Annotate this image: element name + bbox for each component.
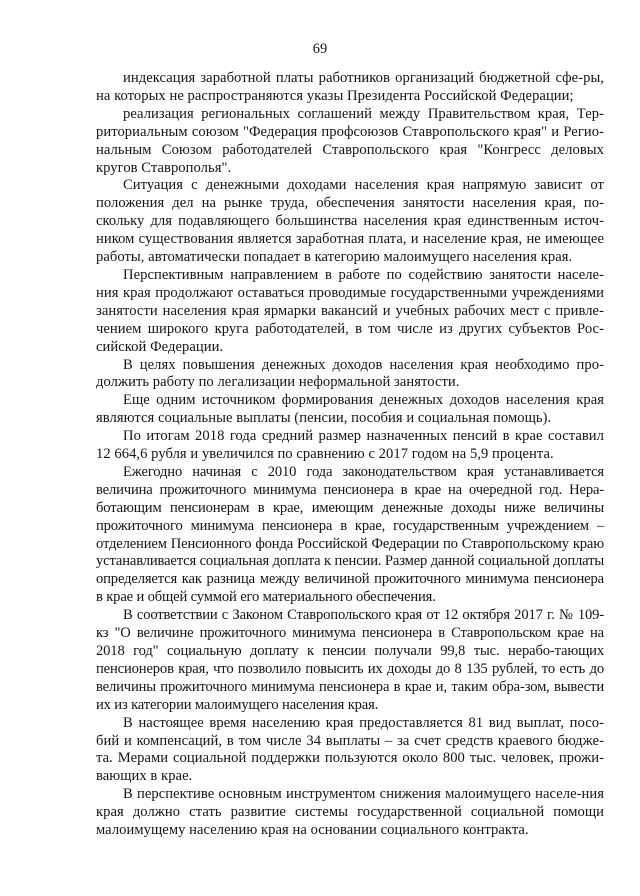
paragraph-informal-employment: В целях повышения денежных доходов населения края необходимо про-должить работу по легализации неформальной занятости. bbox=[96, 356, 604, 391]
paragraph-average-pension: По итогам 2018 года средний размер назначенных пенсий в крае составил 12 664,6 рубля и увеличился по сравнению с 2017 годом на 5,9 процента. bbox=[96, 428, 604, 463]
paragraph-social-payments: Еще одним источником формирования денежных доходов населения края являются социальные выплаты (пенсии, пособия и социальная помощь). bbox=[96, 392, 604, 427]
paragraph-social-contract: В перспективе основным инструментом снижения малоимущего населе-ния края должно стать развитие системы государственной социальной помощи малоимущему населению края на основании социального контракта. bbox=[96, 786, 604, 839]
page-number: 69 bbox=[312, 41, 328, 57]
paragraph-job-fairs: Перспективным направлением в работе по содействию занятости населе-ния края продолжают оставаться проводимые государственными учреждениями занятости населения края ярмарки вакансий и учебных рабочих мест с привле-чением широкого круга работодателей, в том числе из других субъектов Рос-сийской Федерации. bbox=[96, 266, 604, 355]
paragraph-income-labor-market: Ситуация с денежными доходами населения края напрямую зависит от положения дел на рынке труда, обеспечения занятости населения края, по-скольку для подавляющего большинства населения края единственным источ-ником существования является заработная плата, и население края, не имеющее работы, автоматически попадает в категорию малоимущего населения края. bbox=[96, 177, 604, 266]
paragraph-payment-types: В настоящее время населению края предоставляется 81 вид выплат, посо-бий и компенсаций, в том числе 34 выплаты – за счет средств краевого бюдже-та. Мерами социальной поддержки пользуются около 800 тыс. человек, прожи-вающих в крае. bbox=[96, 714, 604, 785]
paragraph-regional-agreements: реализация региональных соглашений между Правительством края, Тер-риториальным союзом "Федерация профсоюзов Ставропольского края" и Регио-нальным Союзом работодателей Ставропольского края "Конгресс деловых кругов Ставрополья". bbox=[96, 105, 604, 176]
document-body bbox=[96, 70, 604, 840]
paragraph-pension-supplement-law: В соответствии с Законом Ставропольского края от 12 октября 2017 г. № 109-кз "О величине прожиточного минимума пенсионера в Ставропольском крае на 2018 год" социальную доплату к пенсии получали 99,8 тыс. нерабо-тающих пенсионеров края, что позволило повысить их доходы до 8 135 рублей, то есть до величины прожиточного минимума пенсионера в крае и, таким обра-зом, вывести их из категории малоимущего населения края. bbox=[96, 607, 604, 713]
paragraph-subsistence-minimum: Ежегодно начиная с 2010 года законодательством края устанавливается величина прожиточного минимума пенсионера в крае на очередной год. Нера-ботающим пенсионерам в крае, имеющим денежные доходы ниже величины прожиточного минимума пенсионера в крае, государственным учреждением – отделением Пенсионного фонда Российской Федерации по Ставропольскому краю устанавливается социальная доплата к пенсии. Размер данной социальной доплаты определяется как разница между величиной прожиточного минимума пенсионера в крае и общей суммой его материального обеспечения. bbox=[96, 463, 604, 606]
paragraph-budget-salary-indexation: индексация заработной платы работников организаций бюджетной сфе-ры, на которых не распространяются указы Президента Российской Федерации; bbox=[96, 70, 604, 104]
